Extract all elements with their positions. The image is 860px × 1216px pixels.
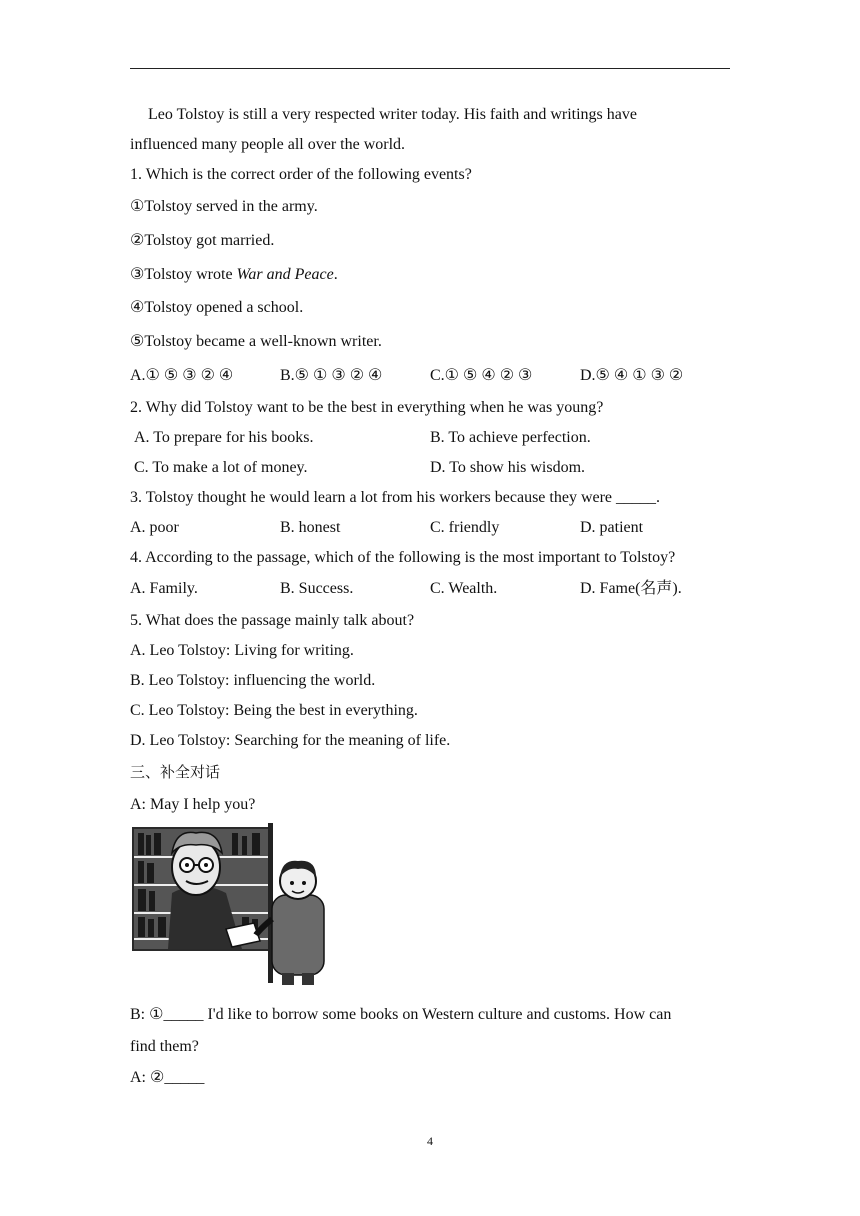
option-a: A. To prepare for his books. [134, 429, 314, 446]
option-c: C.① ⑤ ④ ② ③ [430, 367, 533, 384]
event-item: ②Tolstoy got married. [130, 232, 275, 249]
question-3-stem: 3. Tolstoy thought he would learn a lot from his workers because they were _____. [130, 489, 661, 506]
option-b: B. Leo Tolstoy: influencing the world. [130, 672, 376, 689]
option-a: A. poor [130, 519, 179, 536]
option-d: D. To show his wisdom. [430, 459, 586, 476]
option-b: B. Success. [280, 580, 354, 597]
event-item [130, 265, 338, 285]
event-item: ⑤Tolstoy became a well-known writer. [130, 333, 382, 350]
dialogue-line: A: ②_____ [130, 1069, 205, 1086]
section-heading: 三、补全对话 [130, 763, 221, 781]
paragraph-line: Leo Tolstoy is still a very respected writer today. His faith and writings have [148, 106, 637, 123]
dialogue-line: A: May I help you? [130, 796, 256, 813]
option-d: D.⑤ ④ ① ③ ② [580, 367, 684, 384]
option-b: B. To achieve perfection. [430, 429, 591, 446]
event-text: ③Tolstoy wrote [130, 266, 237, 283]
option-d: D. Leo Tolstoy: Searching for the meaning of life. [130, 732, 451, 749]
paragraph-line: influenced many people all over the world. [130, 136, 406, 153]
question-4-stem: 4. According to the passage, which of the following is the most important to Tolstoy? [130, 549, 676, 566]
option-d: D. patient [580, 519, 644, 536]
option-b: B. honest [280, 519, 341, 536]
option-a: A. Leo Tolstoy: Living for writing. [130, 642, 354, 659]
option-c: C. Leo Tolstoy: Being the best in everything. [130, 702, 418, 719]
option-c: C. Wealth. [430, 580, 498, 597]
library-illustration [132, 823, 336, 987]
option-a: A. Family. [130, 580, 198, 597]
option-b: B.⑤ ① ③ ② ④ [280, 367, 383, 384]
option-c: C. To make a lot of money. [134, 459, 308, 476]
option-c: C. friendly [430, 519, 500, 536]
event-item: ④Tolstoy opened a school. [130, 299, 304, 316]
page-number: 4 [427, 1134, 433, 1148]
question-2-stem: 2. Why did Tolstoy want to be the best in everything when he was young? [130, 399, 604, 416]
option-a: A.① ⑤ ③ ② ④ [130, 367, 234, 384]
dialogue-line: find them? [130, 1038, 199, 1055]
option-d: D. Fame(名声). [580, 580, 682, 597]
event-end: . [333, 266, 338, 283]
event-item: ①Tolstoy served in the army. [130, 198, 318, 215]
question-5-stem: 5. What does the passage mainly talk about? [130, 612, 415, 629]
question-1-stem: 1. Which is the correct order of the following events? [130, 166, 472, 183]
book-title: War and Peace [236, 266, 334, 283]
header-rule [130, 68, 730, 69]
dialogue-line: B: ①_____ I'd like to borrow some books on Western culture and customs. How can [130, 1006, 672, 1023]
